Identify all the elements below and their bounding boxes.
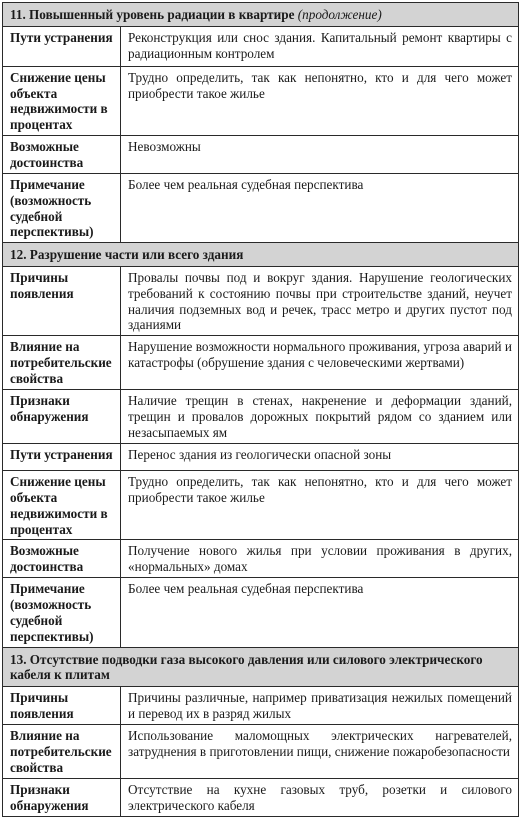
row-label: Снижение цены объекта недвижимости в процентах (3, 471, 121, 540)
row-label: Влияние на потребительские свойства (3, 336, 121, 390)
row-value: Отсутствие на кухне газовых труб, розетки и силового электрического кабеля (121, 779, 519, 817)
section-title: 11. Повышенный уровень радиации в квартире (продолжение) (3, 3, 519, 27)
row-label: Причины появления (3, 266, 121, 335)
row-label: Пути устранения (3, 444, 121, 471)
row-value: Более чем реальная судебная перспектива (121, 578, 519, 647)
table-row (3, 471, 519, 540)
section-title: 13. Отсутствие подводки газа высокого давления или силового электрического кабеля к плитам (3, 647, 519, 687)
table-row (3, 540, 519, 578)
row-value: Перенос здания из геологически опасной зоны (121, 444, 519, 471)
table-row (3, 390, 519, 444)
section-13-header (3, 647, 519, 687)
table-row (3, 266, 519, 335)
row-label: Возможные достоинства (3, 540, 121, 578)
section-11-header (3, 3, 519, 27)
row-value: Причины различные, например приватизация нежилых помещений и перевод их в разряд жилых (121, 687, 519, 725)
row-label: Причины появления (3, 687, 121, 725)
table-row (3, 779, 519, 817)
row-value: Невозможны (121, 135, 519, 173)
defects-table (2, 2, 519, 817)
row-value: Наличие трещин в стенах, накренение и деформации зданий, трещин и провалов дорожных покрытий рядом со зданием или незасыпаемых ям (121, 390, 519, 444)
row-value: Получение нового жилья при условии проживания в других, «нормальных» домах (121, 540, 519, 578)
row-value: Использование маломощных электрических нагревателей, затруднения в приготовлении пищи, снижение пожаробезопасности (121, 725, 519, 779)
table-row (3, 66, 519, 135)
row-label: Возможные достоинства (3, 135, 121, 173)
row-value: Трудно определить, так как непонятно, кто и для чего может приобрести такое жилье (121, 471, 519, 540)
row-value: Трудно определить, так как непонятно, кто и для чего может приобрести такое жилье (121, 66, 519, 135)
row-value: Реконструкция или снос здания. Капитальный ремонт квартиры с радиационным контролем (121, 26, 519, 66)
row-label: Примечание (возможность судебной перспективы) (3, 173, 121, 242)
section-title: 12. Разрушение части или всего здания (3, 243, 519, 267)
row-label: Признаки обнаружения (3, 779, 121, 817)
row-label: Влияние на потребительские свойства (3, 725, 121, 779)
row-value: Более чем реальная судебная перспектива (121, 173, 519, 242)
row-label: Примечание (возможность судебной перспективы) (3, 578, 121, 647)
table-row (3, 444, 519, 471)
section-12-header (3, 243, 519, 267)
table-row (3, 26, 519, 66)
continuation-note: (продолжение) (297, 7, 382, 22)
table-row (3, 336, 519, 390)
table-row (3, 135, 519, 173)
table-row (3, 725, 519, 779)
table-row (3, 173, 519, 242)
table-row (3, 687, 519, 725)
row-label: Снижение цены объекта недвижимости в процентах (3, 66, 121, 135)
table-row (3, 578, 519, 647)
row-value: Нарушение возможности нормального проживания, угроза аварий и катастрофы (обрушение здания с человеческими жертвами) (121, 336, 519, 390)
row-label: Признаки обнаружения (3, 390, 121, 444)
row-label: Пути устранения (3, 26, 121, 66)
row-value: Провалы почвы под и вокруг здания. Нарушение геологических требований к состоянию почвы при строительстве зданий, неучет наличия подземных вод и речек, трасс метро и других пустот под зданиями (121, 266, 519, 335)
